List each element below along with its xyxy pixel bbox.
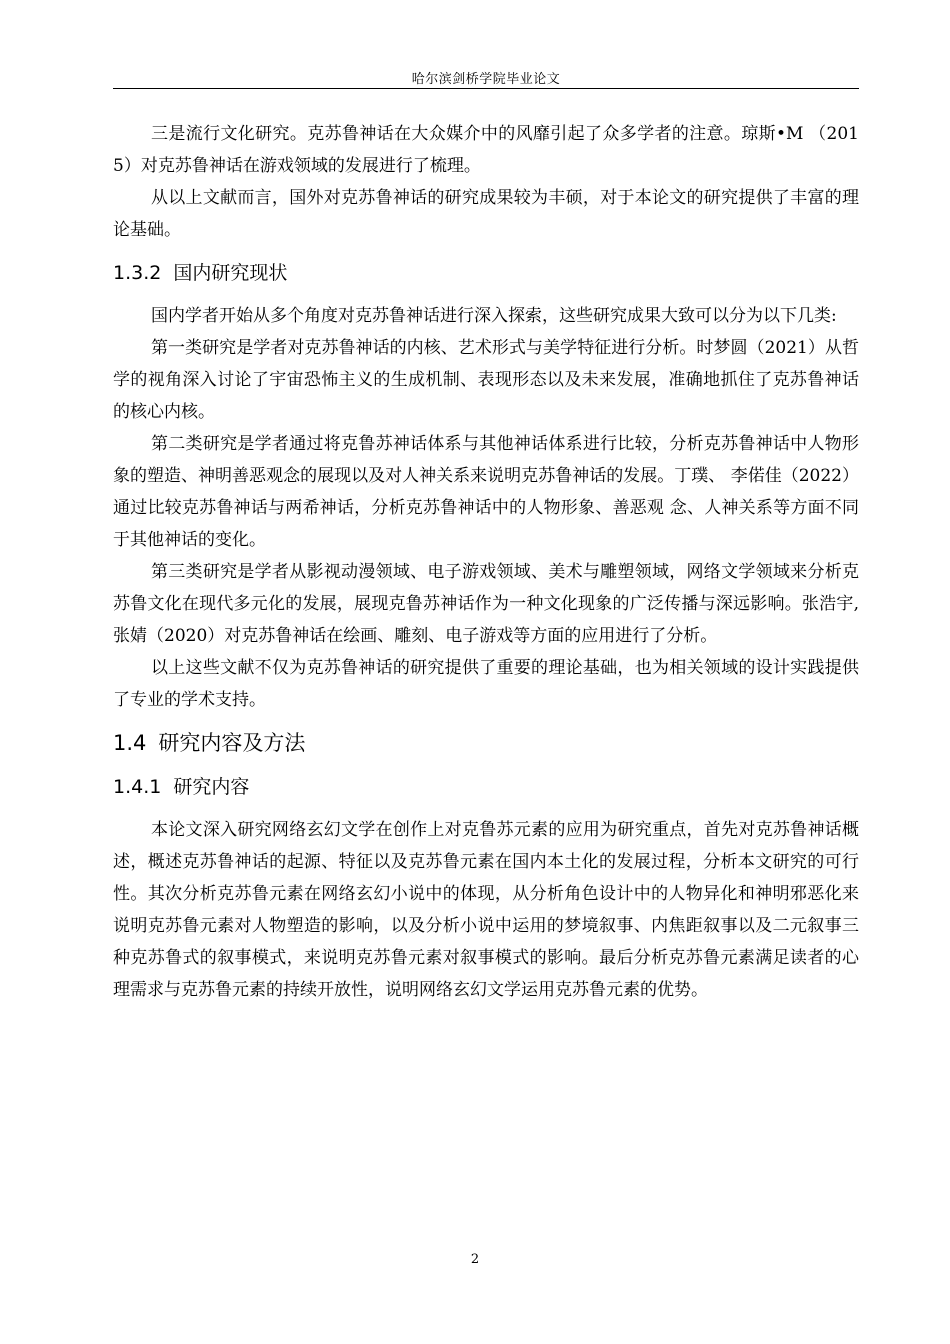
- section-title: 研究内容及方法: [158, 731, 306, 755]
- section-title: 研究内容: [173, 776, 250, 798]
- paragraph-domestic-intro: 国内学者开始从多个角度对克苏鲁神话进行深入探索，这些研究成果大致可以分为以下几类:: [151, 306, 837, 326]
- running-header: 哈尔滨剑桥学院毕业论文: [411, 72, 561, 87]
- paragraph-category-two: 第二类研究是学者通过将克鲁苏神话体系与其他神话体系进行比较，分析克苏鲁神话中人物形象的塑造、神明善恶观念的展现以及对人神关系来说明克苏鲁神话的发展。丁璞、 李偌佳（2022）通过比较克苏鲁神话与两希神话，分析克苏鲁神话中的人物形象、善恶观 念、人神关系等方面不同于其他神话的变化。: [113, 434, 859, 550]
- section-heading-1-4-1: [113, 772, 859, 802]
- header-rule: [113, 88, 859, 89]
- paragraph-foreign-summary: 从以上文献而言，国外对克苏鲁神话的研究成果较为丰硕，对于本论文的研究提供了丰富的理论基础。: [113, 188, 859, 240]
- paragraph-domestic-summary: 以上这些文献不仅为克苏鲁神话的研究提供了重要的理论基础，也为相关领域的设计实践提供了专业的学术支持。: [113, 658, 859, 710]
- page-content: [113, 118, 859, 1006]
- section-number: 1.3.2: [113, 262, 162, 284]
- section-heading-1-4: [113, 726, 859, 760]
- page-number: 2: [470, 1252, 480, 1267]
- section-number: 1.4.1: [113, 776, 162, 798]
- paragraph-category-three: 第三类研究是学者从影视动漫领域、电子游戏领域、美术与雕塑领域，网络文学领域来分析克苏鲁文化在现代多元化的发展，展现克鲁苏神话作为一种文化现象的广泛传播与深远影响。张浩宇,张婧（2020）对克苏鲁神话在绘画、雕刻、电子游戏等方面的应用进行了分析。: [113, 562, 859, 646]
- section-heading-1-3-2: [113, 258, 859, 288]
- section-number: 1.4: [113, 731, 147, 755]
- paragraph-research-content: 本论文深入研究网络玄幻文学在创作上对克鲁苏元素的应用为研究重点，首先对克苏鲁神话概述，概述克苏鲁神话的起源、特征以及克苏鲁元素在国内本土化的发展过程，分析本文研究的可行性。其次分析克苏鲁元素在网络玄幻小说中的体现，从分析角色设计中的人物异化和神明邪恶化来说明克苏鲁元素对人物塑造的影响，以及分析小说中运用的梦境叙事、内焦距叙事以及二元叙事三种克苏鲁式的叙事模式，来说明克苏鲁元素对叙事模式的影响。最后分析克苏鲁元素满足读者的心理需求与克苏鲁元素的持续开放性，说明网络玄幻文学运用克苏鲁元素的优势。: [113, 820, 859, 1000]
- section-title: 国内研究现状: [173, 262, 288, 284]
- paragraph-category-one: 第一类研究是学者对克苏鲁神话的内核、艺术形式与美学特征进行分析。时梦圆（2021）从哲学的视角深入讨论了宇宙恐怖主义的生成机制、表现形态以及未来发展，准确地抓住了克苏鲁神话的核心内核。: [113, 338, 859, 422]
- paragraph-popular-culture: 三是流行文化研究。克苏鲁神话在大众媒介中的风靡引起了众多学者的注意。琼斯•M （2015）对克苏鲁神话在游戏领域的发展进行了梳理。: [113, 124, 859, 176]
